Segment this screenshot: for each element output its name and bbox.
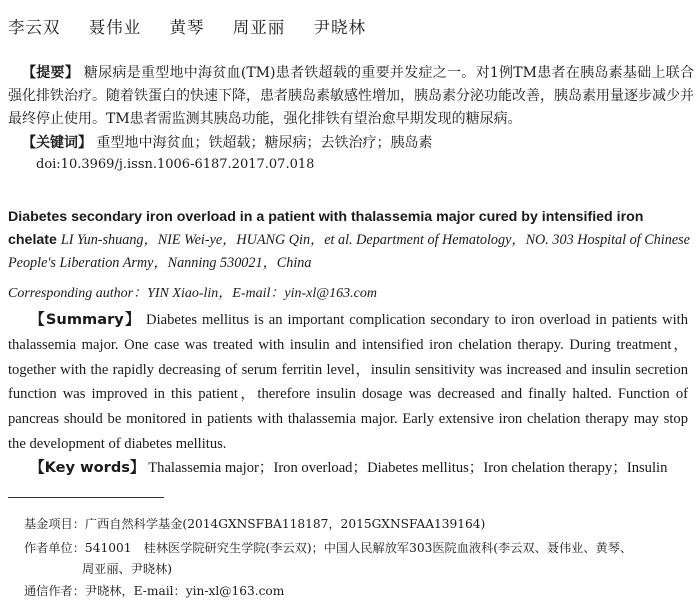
title-en: Diabetes secondary iron overload in a patient with thalassemia major cured by intensified iron chelate xyxy=(8,209,644,248)
keywords-en-label: 【Key words】 xyxy=(30,459,145,476)
keywords-en-text: Thalassemia major；Iron overload；Diabetes mellitus；Iron chelation therapy；Insulin xyxy=(148,460,668,476)
footnote-divider xyxy=(8,497,164,498)
author-name: 聂伟业 xyxy=(88,18,142,37)
title-en-block xyxy=(8,206,692,275)
abstract-zh-text: 糖尿病是重型地中海贫血(TM)患者铁超载的重要并发症之一。对1例TM患者在胰岛素基础上联合强化排铁治疗。随着铁蛋白的快速下降，患者胰岛素敏感性增加，胰岛素分泌功能改善，胰岛素用量逐步减少并最终停止使用。TM患者需监测其胰岛功能，强化排铁有望治愈早期发现的糖尿病。 xyxy=(8,65,695,127)
footnote-unit-line1: 作者单位：541001 桂林医学院研究生学院(李云双)；中国人民解放军303医院血液科(李云双、聂伟业、黄琴、 xyxy=(24,541,633,555)
author-name: 李云双 xyxy=(8,18,61,37)
abstract-zh xyxy=(8,62,694,131)
footnote-corresponding: 通信作者：尹晓林，E-mail：yin-xl@163.com xyxy=(24,584,285,598)
affiliation-en: LI Yun-shuang，NIE Wei-ye，HUANG Qin，et al. Department of Hematology，NO. 303 Hospital of Chinese People's Liberation Army，Nanning 530021，China xyxy=(8,232,690,271)
corresponding-author-en: Corresponding author：YIN Xiao-lin，E-mail：yin-xl@163.com xyxy=(8,286,377,301)
footnote-unit-line2: 周亚丽、尹晓林) xyxy=(82,562,173,576)
keywords-zh-label: 【关键词】 xyxy=(22,135,92,151)
summary-en-text: Diabetes mellitus is an important complication secondary to iron overload in patients with thalassemia major. One case was treated with insulin and intensified iron chelation therapy. During treatment，together with the rapidly decreasing of serum ferritin level，insulin sensitivity was increased and insulin secretion function was improved in this patient，therefore insulin dosage was decreased and finally halted. Function of pancreas should be monitored in patients with thalassemia major. Early extensive iron chelation therapy may stop the development of diabetes mellitus. xyxy=(8,312,688,452)
footnote-unit xyxy=(24,538,684,580)
summary-en xyxy=(8,308,688,457)
abstract-zh-label: 【提要】 xyxy=(22,65,80,81)
doi: doi:10.3969/j.issn.1006-6187.2017.07.018 xyxy=(36,157,315,172)
author-name: 周亚丽 xyxy=(232,18,286,37)
author-name: 尹晓林 xyxy=(313,18,366,37)
summary-en-label: 【Summary】 xyxy=(30,311,142,328)
keywords-zh-text: 重型地中海贫血；铁超载；糖尿病；去铁治疗；胰岛素 xyxy=(96,135,433,151)
keywords-en xyxy=(30,456,667,477)
author-list xyxy=(8,14,388,38)
keywords-zh xyxy=(22,132,694,155)
author-name: 黄琴 xyxy=(169,18,205,37)
footnote-fund: 基金项目：广西自然科学基金(2014GXNSFBA118187，2015GXNSFAA139164) xyxy=(24,517,486,531)
